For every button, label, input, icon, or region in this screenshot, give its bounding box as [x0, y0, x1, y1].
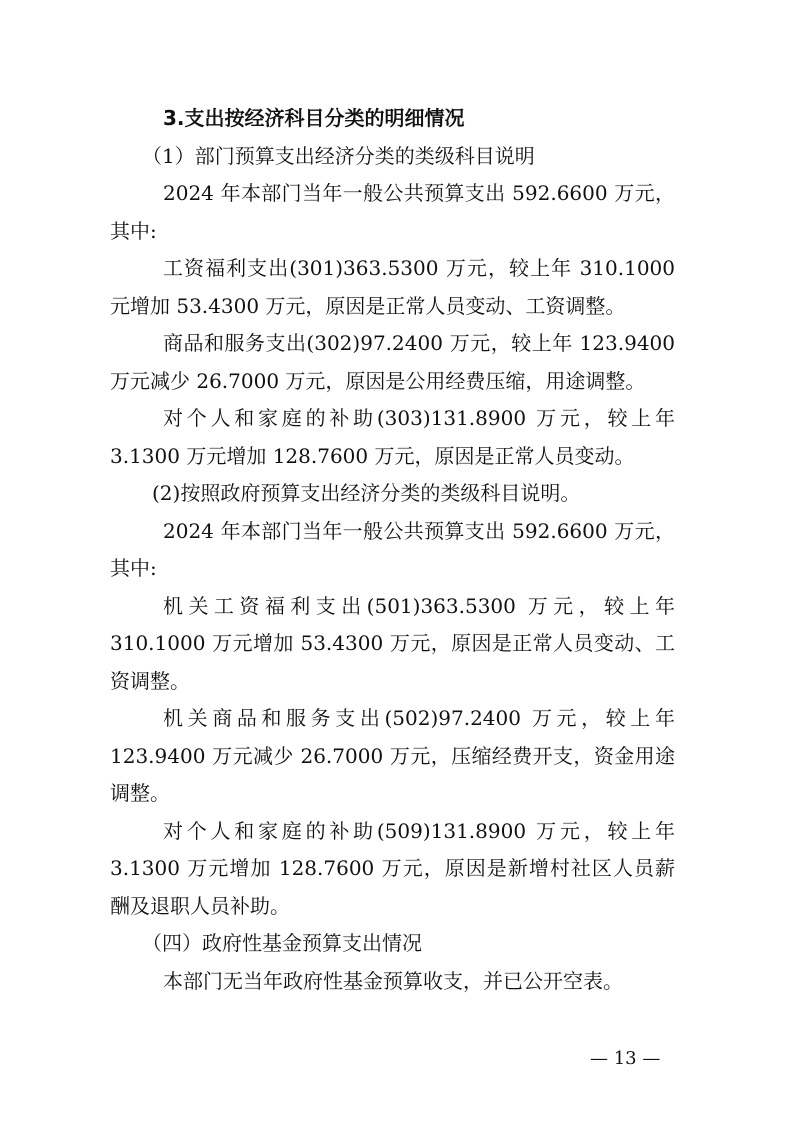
paragraph-501-line-1: 机关工资福利支出(501)363.5300 万元，较上年	[163, 593, 675, 618]
paragraph-502-line-3: 调整。	[110, 781, 170, 805]
section-heading: 3.支出按经济科目分类的明细情况	[163, 106, 465, 130]
paragraph-total-line-1: 2024 年本部门当年一般公共预算支出 592.6600 万元，	[163, 181, 675, 205]
paragraph-301-line-1: 工资福利支出(301)363.5300 万元，较上年 310.1000	[163, 256, 675, 280]
paragraph-301-line-2: 元增加 53.4300 万元，原因是正常人员变动、工资调整。	[110, 293, 626, 318]
subheading-department-economic-classification: （1）部门预算支出经济分类的类级科目说明	[142, 143, 535, 168]
paragraph-302-line-2: 万元减少 26.7000 万元，原因是公用经费压缩，用途调整。	[110, 368, 646, 393]
paragraph-502-line-1: 机关商品和服务支出(502)97.2400 万元，较上年	[163, 706, 675, 730]
paragraph-total2-line-1: 2024 年本部门当年一般公共预算支出 592.6600 万元，	[163, 518, 675, 543]
paragraph-government-fund: 本部门无当年政府性基金预算收支，并已公开空表。	[163, 968, 623, 993]
paragraph-502-line-2: 123.9400 万元减少 26.7000 万元，压缩经费开支，资金用途	[110, 743, 675, 768]
document-body	[110, 100, 675, 1000]
paragraph-501-line-3: 资调整。	[110, 668, 190, 693]
paragraph-509-line-1: 对个人和家庭的补助(509)131.8900 万元，较上年	[163, 818, 675, 843]
paragraph-total-line-2: 其中:	[110, 218, 157, 243]
subheading-government-fund-budget: （四）政府性基金预算支出情况	[142, 931, 422, 955]
paragraph-303-line-2: 3.1300 万元增加 128.7600 万元，原因是正常人员变动。	[110, 443, 635, 468]
paragraph-509-line-2: 3.1300 万元增加 128.7600 万元，原因是新增村社区人员薪	[110, 856, 675, 880]
paragraph-total2-line-2: 其中:	[110, 556, 157, 580]
paragraph-302-line-1: 商品和服务支出(302)97.2400 万元，较上年 123.9400	[163, 331, 675, 355]
subheading-government-economic-classification: (2)按照政府预算支出经济分类的类级科目说明。	[152, 481, 581, 505]
paragraph-501-line-2: 310.1000 万元增加 53.4300 万元，原因是正常人员变动、工	[110, 631, 675, 655]
page-number: — 13 —	[590, 1048, 661, 1069]
paragraph-509-line-3: 酬及退职人员补助。	[110, 893, 290, 918]
paragraph-303-line-1: 对个人和家庭的补助(303)131.8900 万元，较上年	[163, 406, 675, 430]
